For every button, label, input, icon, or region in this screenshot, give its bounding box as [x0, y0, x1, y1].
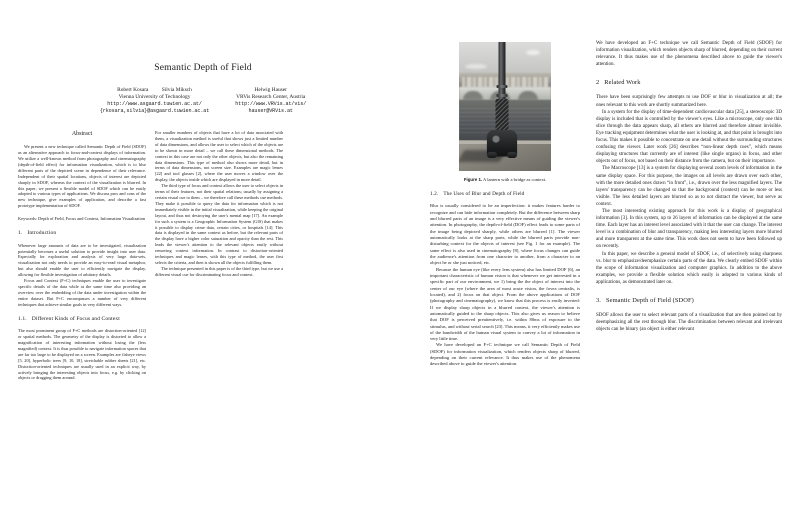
- section-title: Related Work: [604, 79, 641, 87]
- author-group-1: [100, 87, 209, 115]
- section-heading-introduction: [18, 230, 146, 238]
- paragraph: For smaller numbers of objects that have a lot of data associated with them, a visualization method is useful that shows just a limited number of data dimensions, and allows the user to select which of the objects are to be shown in more detail – we call these dimensional methods. The context in this case are not only the other objects, but also the remaining data dimensions. This type of method also shows more detail, but in terms of data dimensions, not screen size. Examples are magic lenses [22] and tool glasses [2], where the user moves a window over the display, the objects inside which are displayed in more detail.: [155, 130, 283, 183]
- keywords-line: [18, 216, 146, 222]
- lantern-collar: [497, 94, 508, 97]
- paragraph: In a system for the display of time-dependent cardiovascular data [25], a stereoscopic 3D display is included that is controlled by the viewer's eyes. Like a microscope, only one thin slice through the data appears sharp, all others are blurred and therefore almost invisible. Eye tracking equipment determines what the user is looking at, and that point is brought into focus. This makes it possible to concentrate on one detail without the surrounding structures confusing the viewer. Later work [26] describes “non-linear depth cues”, which means displaying structures that currently are of interest (like single organs) in focus, and other objects out of focus, not based on their distance from the camera, but on their importance.: [596, 109, 782, 165]
- lantern-bridge-photo: [459, 42, 551, 171]
- paragraph: Blur is usually considered to be an imperfection: it makes features harder to recognize and can hide information completely. But the difference between sharp and blurred parts of an image is a very effective means of guiding the viewer's attention. In photography, the depth-of-field (DOF) effect leads to some parts of the image being depicted sharply, while others are blurred [1]. The viewer automatically looks at the sharp parts, while the blurred parts provide non-disturbing context for the objects of interest (see Fig. 1 for an example). The same effect is also used in cinematography [8], where focus changes can guide the audience's attention from one character to another, from a character to an object he or she just noticed, etc.: [430, 203, 580, 266]
- author-url[interactable]: http://www.asgaard.tuwien.ac.at/: [107, 101, 202, 108]
- keywords-value: Depth of Field, Focus and Context, Information Visualization: [38, 216, 146, 222]
- section-number: 1.2.: [430, 190, 439, 197]
- photo-cloud: [465, 64, 487, 69]
- section-number: 2: [596, 79, 600, 87]
- figure-caption-text: A lantern with a bridge as context.: [483, 177, 547, 182]
- section-title: Introduction: [27, 230, 57, 237]
- paragraph: In this paper, we describe a general model of SDOF, i.e., of selectively using sharpness vs. blur to emphasize/deemphasize certain parts of the data. We clearly embed SDOF within the scope of information visualization and computer graphics. In addition to the above examples, we provide a flexible solution which easily is adopted to various kinds of applications, as demonstrated later on.: [596, 251, 782, 285]
- figure-label: Figure 1.: [463, 177, 483, 182]
- author-group-2: [235, 87, 306, 115]
- section-title: The Uses of Blur and Depth of Field: [443, 190, 525, 197]
- paragraph: The Macroscope [13] is a system for displaying several zoom levels of information in the same display space. For this purpose, the images on all levels are drawn over each other, with the more detailed ones drawn “in front”, i.e., drawn over the less magnified layers. The layers' transparency can be changed so that the background (context) can be more or less visible. The less detailed layers are blurred so as to not distract the viewer, but serve as context.: [596, 166, 782, 207]
- paragraph: Because the human eye (like every lens system) also has limited DOF [6], an important characteristic of human vision is that whenever we get interested in a specific part of our environment, we 1) bring the the object of interest into the center of our eye (where the area of most acute vision, the fovea centralis, is located), and 2) focus on that object. From the above applications of DOF (photography and cinematography), we know that this process is easily inverted: If we display sharp objects in a blurred context, the viewer's attention is automatically guided to the sharp objects. This also gives us reason to believe that DOF is perceived preattentively, i.e. within 80ms of exposure to the stimulus, and without serial search [23]. This means, it very efficiently makes use of the bandwidth of the human visual system to convey a lot of information in very little time.: [430, 266, 580, 342]
- column-four: [596, 40, 782, 333]
- paragraph: The technique presented in this paper is of the third type, but we use a different visual cue for discriminating focus and context.: [155, 265, 283, 277]
- author-email[interactable]: hauser@VRVis.at: [248, 107, 293, 114]
- title-block: [18, 62, 388, 115]
- abstract-text: We present a new technique called Semantic Depth of Field (SDOF) as an alternative approach to focus-and-context displays of information. We utilize a well-known method from photography and cinematography (depth-of-field effect) for information visualization, which is to blur different parts of the depicted scene in dependence of their relevance. Independent of their spatial locations, objects of interest are depicted sharply in SDOF, whereas the context of the visualization is blurred. In this paper, we present a flexible model of SDOF which can be easily adopted to various types of applications. We discuss pros and cons of the new technique, give examples of application, and describe a fast prototype implementation of SDOF.: [18, 144, 146, 209]
- lantern-base: [487, 130, 517, 156]
- section-number: 1.1.: [18, 315, 27, 322]
- abstract-heading: Abstract: [71, 131, 93, 137]
- paragraph: Focus and Context (F+C) techniques enable the user to investigate specific details of the data while at the same time also providing an overview over the embedding of the data under investigation within the entire dataset. But F+C encompasses a number of very different techniques that achieve similar goals in very different ways.: [18, 278, 146, 307]
- section-heading-sdof: [596, 296, 782, 305]
- figure-caption: [459, 177, 551, 183]
- author-name: Helwig Hauser: [254, 87, 287, 93]
- paragraph: Whenever large amounts of data are to be investigated, visualization potentially becomes a useful solution to provide insight into user data. Especially for exploration and analysis of very large data-sets, visualization not only needs to provide an easy-to-read visual metaphor, but also should enable the user to efficiently navigate the display, allowing for flexible investigation of arbitrary details.: [18, 242, 146, 278]
- author-email[interactable]: {rkosara,silvia}@asgaard.tuwien.ac.at: [99, 107, 210, 114]
- section-heading-related-work: [596, 78, 782, 87]
- section-heading-uses-of-blur: [430, 191, 580, 198]
- paragraph: The most interesting existing approach for this work is a display of geographical information [3]. In this system, up to 26 layers of information can be displayed at the same time. Each layer has an interest level associated with it that the user can change. The interest level is a combination of blur and transparency, making less interesting layers more blurred and more transparent at the same time. This work does not seem to have been followed up on recently.: [596, 208, 782, 250]
- section-title: Different Kinds of Focus and Context: [31, 315, 120, 322]
- section-number: 1.: [18, 230, 23, 237]
- author-affiliation: VRVis Research Center, Austria: [236, 94, 306, 101]
- column-one: [18, 130, 146, 381]
- section-heading-kinds-of-focus: [18, 316, 146, 324]
- bridge-arch: [518, 91, 538, 100]
- lantern-collar: [497, 85, 508, 88]
- author-names-2: [235, 87, 306, 94]
- keywords-label: Keywords:: [18, 216, 38, 222]
- paragraph: The third type of focus and context allows the user to select objects in terms of their features, not their spatial relations; usually by assigning a certain visual cue to them – we therefore call these methods cue methods. They make it possible to query the data for information which is not immediately visible in the initial visualization, while keeping the original layout, and thus not destroying the user's mental map [17]. An example for such a system is a Geographic Information System (GIS) that makes it possible to display crime data, certain cities, or hospitals [14]. This data is displayed in the same context as before, but the relevant parts of the display have a higher color saturation and opacity than the rest. This leads the viewer's attention to the relevant objects easily without removing context information. In contrast to distortion-oriented techniques and magic lenses, with this type of method, the user first selects the criteria, and then is shown all the objects fulfilling them.: [155, 183, 283, 265]
- section-title: Semantic Depth of Field (SDOF): [606, 297, 694, 304]
- figure-1: [459, 40, 551, 183]
- author-list: [18, 87, 388, 115]
- author-name: Silvia Miksch: [161, 87, 192, 93]
- lantern-ornament: [496, 99, 509, 133]
- section-number: 3.: [596, 297, 601, 304]
- paragraph: We have developed an F+C technique we call Semantic Depth of Field (SDOF) for information visualization, which renders objects sharp of blurred, depending on their current relevance. It thus makes use of the phenomena described above to guide the viewer's attention.: [430, 342, 580, 367]
- photo-cloud: [526, 50, 540, 55]
- author-url[interactable]: http://www.VRVis.at/vis/: [235, 101, 307, 108]
- author-name: Robert Kosara: [117, 87, 149, 93]
- paragraph: The most prominent group of F+C methods are distortion-oriented [12] or spatial methods. The geometry of the display is distorted to allow a magnification of interesting information without losing the (less magnified) context. It is thus possible to navigate information spaces that are far too large to be displayed on a screen. Examples are fisheye views [5, 20], hyperbolic trees [9, 10, 18], stretchable rubber sheets [21], etc. Distortion-oriented techniques are usually used in an explicit way, by actively bringing the interesting objects into focus, e.g. by clicking on objects or dragging them around.: [18, 328, 146, 381]
- paragraph: There have been surprisingly few attempts to use DOF or blur in visualization at all; the ones relevant to this work are shortly summarized here.: [596, 95, 782, 108]
- page-title: Semantic Depth of Field: [154, 62, 252, 73]
- bridge-arch: [463, 91, 483, 100]
- paragraph-continuation: We have developed an F+C technique we call Semantic Depth of Field (SDOF) for information visualization, which renders objects sharp of blurred, depending on their current relevance. It thus makes use of the phenomena described above to guide the viewer's attention.: [596, 41, 782, 68]
- column-three: [430, 40, 580, 368]
- column-two: [155, 130, 283, 278]
- author-affiliation: Vienna University of Technology: [118, 94, 191, 101]
- paragraph: SDOF allows the user to select relevant parts of a visualization that are then pointed out by deemphasizing all the rest through blur. The discrimination between relevant and irrelevant objects can be binary (an object is either relevant: [596, 313, 782, 333]
